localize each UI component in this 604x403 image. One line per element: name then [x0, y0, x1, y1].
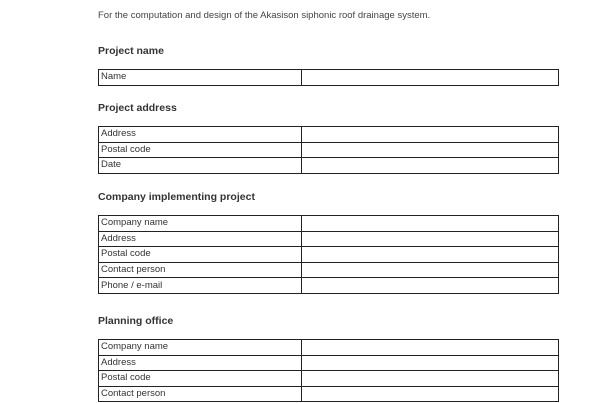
table-row: [99, 355, 559, 371]
table-row: [99, 278, 559, 294]
field-label: Address: [99, 127, 302, 143]
section-title-project-address: Project address: [98, 102, 177, 114]
contact-person-field[interactable]: [302, 262, 559, 278]
section-title-planning-office: Planning office: [98, 315, 174, 327]
intro-text: For the computation and design of the Akasison siphonic roof drainage system.: [98, 10, 431, 21]
field-label: Contact person: [99, 386, 302, 402]
section-title-project-name: Project name: [98, 45, 164, 57]
phone-email-field[interactable]: [302, 278, 559, 294]
table-row: [99, 216, 559, 232]
contact-person-field[interactable]: [302, 386, 559, 402]
field-label: Phone / e-mail: [99, 278, 302, 294]
project-name-table: [98, 69, 559, 86]
field-label: Date: [99, 158, 302, 174]
field-label: Contact person: [99, 262, 302, 278]
postal-code-field[interactable]: [302, 247, 559, 263]
address-field[interactable]: [302, 127, 559, 143]
table-row: [99, 262, 559, 278]
field-label: Name: [99, 70, 302, 86]
table-row: [99, 371, 559, 387]
company-name-field[interactable]: [302, 340, 559, 356]
field-label: Postal code: [99, 142, 302, 158]
table-row: [99, 386, 559, 402]
postal-code-field[interactable]: [302, 142, 559, 158]
field-label: Postal code: [99, 371, 302, 387]
table-row: [99, 231, 559, 247]
field-label: Company name: [99, 340, 302, 356]
section-title-company-implementing: Company implementing project: [98, 191, 255, 203]
table-row: [99, 247, 559, 263]
name-field[interactable]: [302, 70, 559, 86]
field-label: Company name: [99, 216, 302, 232]
company-implementing-table: [98, 215, 559, 294]
address-field[interactable]: [302, 231, 559, 247]
company-name-field[interactable]: [302, 216, 559, 232]
planning-office-table: [98, 339, 559, 402]
date-field[interactable]: [302, 158, 559, 174]
postal-code-field[interactable]: [302, 371, 559, 387]
table-row: [99, 127, 559, 143]
table-row: [99, 70, 559, 86]
field-label: Address: [99, 231, 302, 247]
table-row: [99, 158, 559, 174]
field-label: Postal code: [99, 247, 302, 263]
project-address-table: [98, 126, 559, 174]
field-label: Address: [99, 355, 302, 371]
table-row: [99, 340, 559, 356]
address-field[interactable]: [302, 355, 559, 371]
table-row: [99, 142, 559, 158]
